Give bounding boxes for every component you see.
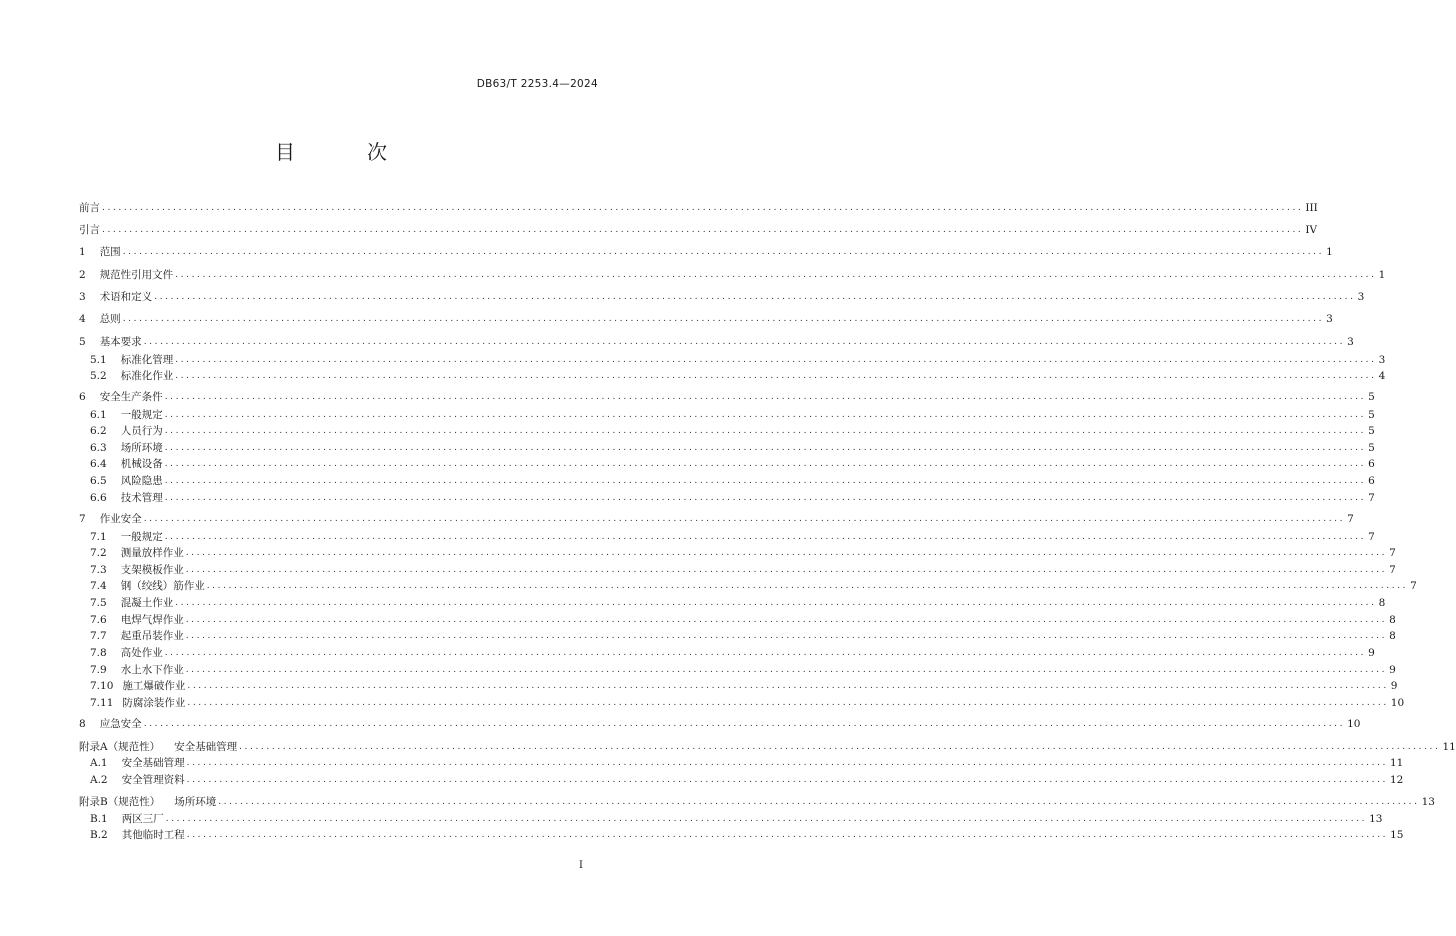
toc-entry-page: 6 bbox=[1368, 458, 1375, 470]
toc-entry-page: 5 bbox=[1368, 409, 1375, 421]
toc-entry-label: 范围 bbox=[99, 246, 121, 258]
toc-entry-number: 5.2 bbox=[90, 370, 107, 382]
toc-leader-dots: ............................................................................................................................................................................................................................ bbox=[185, 548, 1388, 558]
toc-leader-dots: ............................................................................................................................................................................................................................ bbox=[186, 758, 1388, 768]
toc-entry[interactable] bbox=[79, 223, 1318, 237]
toc-entry-label: 其他临时工程 bbox=[121, 829, 185, 841]
toc-entry-page: 12 bbox=[1390, 774, 1404, 786]
toc-entry[interactable] bbox=[90, 613, 1396, 627]
toc-entry[interactable] bbox=[90, 812, 1383, 826]
toc-entry[interactable] bbox=[90, 563, 1396, 577]
toc-entry-label: 起重吊装作业 bbox=[120, 630, 184, 642]
toc-entry-page: 11 bbox=[1390, 757, 1404, 769]
toc-entry-label: 风险隐患 bbox=[120, 475, 163, 487]
toc-entry[interactable] bbox=[90, 491, 1375, 505]
toc-entry[interactable] bbox=[79, 201, 1318, 215]
toc-leader-dots: ............................................................................................................................................................................................................................ bbox=[175, 598, 1377, 608]
toc-entry-number: 5 bbox=[79, 336, 86, 348]
toc-entry-label: 水上水下作业 bbox=[120, 664, 184, 676]
toc-entry-page: 13 bbox=[1369, 813, 1383, 825]
toc-entry-number: 7.10 bbox=[90, 680, 114, 692]
toc-entry-number: 5.1 bbox=[90, 354, 107, 366]
toc-leader-dots: ............................................................................................................................................................................................................................ bbox=[185, 565, 1388, 575]
toc-entry-label: 测量放样作业 bbox=[120, 547, 184, 559]
toc-leader-dots: ............................................................................................................................................................................................................................ bbox=[164, 426, 1367, 436]
toc-entry-label: 引言 bbox=[79, 224, 100, 236]
toc-entry[interactable] bbox=[90, 696, 1405, 710]
toc-entry[interactable] bbox=[90, 663, 1396, 677]
toc-entry-page: IV bbox=[1305, 224, 1318, 236]
toc-entry-label: 施工爆破作业 bbox=[122, 680, 186, 692]
toc-entry-label: 规范性引用文件 bbox=[99, 269, 174, 281]
toc-entry[interactable] bbox=[90, 441, 1375, 455]
toc-entry-number: A.2 bbox=[90, 774, 108, 786]
toc-entry-label: 一般规定 bbox=[120, 409, 163, 421]
toc-entry-number: 6.5 bbox=[90, 475, 107, 487]
toc-entry[interactable] bbox=[90, 424, 1375, 438]
toc-entry-label: 技术管理 bbox=[120, 492, 163, 504]
toc-entry-number: 6.3 bbox=[90, 442, 107, 454]
toc-entry[interactable] bbox=[90, 530, 1375, 544]
toc-entry-label: 两区三厂 bbox=[121, 813, 164, 825]
toc-entry-number: 7.1 bbox=[90, 531, 107, 543]
toc-entry-number: 6.6 bbox=[90, 492, 107, 504]
toc-entry[interactable] bbox=[79, 740, 1456, 754]
toc-entry-number: 7.3 bbox=[90, 564, 107, 576]
page-title: 目 次 bbox=[275, 140, 413, 164]
toc-entry-page: 15 bbox=[1390, 829, 1404, 841]
toc-entry-label: 作业安全 bbox=[99, 513, 142, 525]
toc-entry-label: 支架模板作业 bbox=[120, 564, 184, 576]
toc-entry-number: 7.4 bbox=[90, 580, 107, 592]
toc-entry[interactable] bbox=[79, 512, 1354, 526]
toc-leader-dots: ............................................................................................................................................................................................................................ bbox=[185, 665, 1388, 675]
toc-entry[interactable] bbox=[90, 474, 1375, 488]
toc-leader-dots: ............................................................................................................................................................................................................................ bbox=[239, 742, 1441, 752]
toc-entry-number: 6.2 bbox=[90, 425, 107, 437]
toc-leader-dots: ............................................................................................................................................................................................................................ bbox=[122, 247, 1325, 257]
toc-entry-number: B.2 bbox=[90, 829, 108, 841]
toc-leader-dots: ............................................................................................................................................................................................................................ bbox=[218, 797, 1420, 807]
toc-entry[interactable] bbox=[90, 579, 1417, 593]
toc-leader-dots: ............................................................................................................................................................................................................................ bbox=[164, 493, 1367, 503]
toc-entry-number: 8 bbox=[79, 718, 86, 730]
toc-entry-page: III bbox=[1305, 202, 1318, 214]
toc-entry-label: 标准化管理 bbox=[120, 354, 174, 366]
toc-entry-label: 总则 bbox=[99, 313, 121, 325]
toc-entry[interactable] bbox=[90, 408, 1375, 422]
toc-leader-dots: ............................................................................................................................................................................................................................ bbox=[164, 443, 1367, 453]
toc-entry-page: 7 bbox=[1368, 492, 1375, 504]
toc-entry-number: 6 bbox=[79, 391, 86, 403]
toc-entry-number: 附录A（规范性） bbox=[79, 741, 161, 753]
toc-entry-number: 7.7 bbox=[90, 630, 107, 642]
toc-entry-page: 9 bbox=[1368, 647, 1375, 659]
toc-entry-number: 7.6 bbox=[90, 614, 107, 626]
toc-entry-label: 混凝土作业 bbox=[120, 597, 174, 609]
toc-entry[interactable] bbox=[79, 390, 1375, 404]
toc-entry-number: 7.8 bbox=[90, 647, 107, 659]
toc-entry-page: 7 bbox=[1389, 564, 1396, 576]
toc-entry[interactable] bbox=[79, 312, 1333, 326]
toc-entry-label: 安全基础管理 bbox=[121, 757, 185, 769]
toc-entry-label: 基本要求 bbox=[99, 336, 142, 348]
toc-leader-dots: ............................................................................................................................................................................................................................ bbox=[175, 371, 1377, 381]
toc-entry-page: 5 bbox=[1368, 442, 1375, 454]
toc-entry-page: 13 bbox=[1421, 796, 1435, 808]
toc-leader-dots: ............................................................................................................................................................................................................................ bbox=[165, 814, 1368, 824]
toc-entry-number: 7.11 bbox=[90, 697, 114, 709]
toc-entry-page: 1 bbox=[1378, 269, 1386, 281]
toc-entry-page: 9 bbox=[1389, 664, 1396, 676]
toc-entry-number: 6.4 bbox=[90, 458, 107, 470]
toc-leader-dots: ............................................................................................................................................................................................................................ bbox=[102, 225, 1304, 235]
toc-entry-number: 7.2 bbox=[90, 547, 107, 559]
toc-leader-dots: ............................................................................................................................................................................................................................ bbox=[164, 532, 1367, 542]
toc-leader-dots: ............................................................................................................................................................................................................................ bbox=[187, 681, 1389, 691]
page-number: I bbox=[579, 860, 583, 871]
toc-entry-page: 7 bbox=[1410, 580, 1417, 592]
toc-entry-page: 8 bbox=[1389, 614, 1396, 626]
toc-entry-label: 机械设备 bbox=[120, 458, 163, 470]
toc-entry[interactable] bbox=[90, 596, 1386, 610]
toc-entry-label: 场所环境 bbox=[120, 442, 163, 454]
toc-entry-number: 7.5 bbox=[90, 597, 107, 609]
toc-entry-page: 10 bbox=[1347, 718, 1361, 730]
toc-entry-label: 前言 bbox=[79, 202, 100, 214]
toc-entry-label: 安全管理资料 bbox=[121, 774, 185, 786]
toc-entry[interactable] bbox=[90, 353, 1386, 367]
toc-leader-dots: ............................................................................................................................................................................................................................ bbox=[154, 292, 1356, 302]
toc-leader-dots: ............................................................................................................................................................................................................................ bbox=[185, 615, 1388, 625]
toc-leader-dots: ............................................................................................................................................................................................................................ bbox=[143, 337, 1346, 347]
toc-entry[interactable] bbox=[79, 795, 1435, 809]
toc-leader-dots: ............................................................................................................................................................................................................................ bbox=[187, 698, 1389, 708]
toc-entry-label: 人员行为 bbox=[120, 425, 163, 437]
toc-entry[interactable] bbox=[90, 773, 1404, 787]
toc-leader-dots: ............................................................................................................................................................................................................................ bbox=[164, 392, 1367, 402]
toc-entry[interactable] bbox=[90, 828, 1404, 842]
document-code: DB63/T 2253.4—2024 bbox=[476, 78, 598, 90]
toc-entry-number: 4 bbox=[79, 313, 86, 325]
toc-entry[interactable] bbox=[79, 335, 1354, 349]
toc-entry-page: 9 bbox=[1390, 680, 1398, 692]
toc-entry-page: 8 bbox=[1389, 630, 1396, 642]
toc-entry-label: 高处作业 bbox=[120, 647, 163, 659]
toc-entry-number: 7 bbox=[79, 513, 86, 525]
toc-entry[interactable] bbox=[79, 268, 1386, 282]
toc-entry-label: 应急安全 bbox=[99, 718, 142, 730]
toc-entry-label: 一般规定 bbox=[120, 531, 163, 543]
toc-entry-page: 10 bbox=[1390, 697, 1405, 709]
toc-leader-dots: ............................................................................................................................................................................................................................ bbox=[143, 514, 1346, 524]
toc-leader-dots: ............................................................................................................................................................................................................................ bbox=[185, 631, 1388, 641]
toc-leader-dots: ............................................................................................................................................................................................................................ bbox=[164, 476, 1367, 486]
toc-entry[interactable] bbox=[90, 369, 1386, 383]
toc-entry-page: 4 bbox=[1378, 370, 1386, 382]
toc-entry-label: 安全生产条件 bbox=[99, 391, 163, 403]
toc-entry-label: 标准化作业 bbox=[120, 370, 174, 382]
toc-leader-dots: ............................................................................................................................................................................................................................ bbox=[164, 459, 1367, 469]
toc-entry[interactable] bbox=[79, 717, 1361, 731]
toc-entry-page: 1 bbox=[1326, 246, 1333, 258]
toc-entry-page: 3 bbox=[1378, 354, 1386, 366]
toc-entry-number: 附录B（规范性） bbox=[79, 796, 161, 808]
toc-entry-page: 11 bbox=[1442, 741, 1456, 753]
toc-entry-number: A.1 bbox=[90, 757, 108, 769]
toc-entry-page: 7 bbox=[1389, 547, 1396, 559]
toc-entry[interactable] bbox=[79, 290, 1365, 304]
toc-entry-label: 电焊气焊作业 bbox=[120, 614, 184, 626]
toc-leader-dots: ............................................................................................................................................................................................................................ bbox=[186, 830, 1389, 840]
toc-leader-dots: ............................................................................................................................................................................................................................ bbox=[175, 355, 1377, 365]
toc-entry-number: 6.1 bbox=[90, 409, 107, 421]
toc-entry[interactable] bbox=[90, 457, 1375, 471]
toc-entry-number: B.1 bbox=[90, 813, 108, 825]
toc-entry-label: 术语和定义 bbox=[99, 291, 153, 303]
toc-leader-dots: ............................................................................................................................................................................................................................ bbox=[102, 203, 1304, 213]
toc-entry-page: 3 bbox=[1326, 313, 1333, 325]
toc-leader-dots: ............................................................................................................................................................................................................................ bbox=[175, 270, 1377, 280]
toc-leader-dots: ............................................................................................................................................................................................................................ bbox=[206, 581, 1409, 591]
toc-leader-dots: ............................................................................................................................................................................................................................ bbox=[186, 775, 1388, 785]
toc-entry[interactable] bbox=[90, 629, 1396, 643]
toc-entry[interactable] bbox=[90, 546, 1396, 560]
toc-leader-dots: ............................................................................................................................................................................................................................ bbox=[122, 314, 1325, 324]
toc-entry-number: 2 bbox=[79, 269, 86, 281]
toc-entry-label: 钢（绞线）筋作业 bbox=[120, 580, 205, 592]
toc-entry-number: 7.9 bbox=[90, 664, 107, 676]
toc-entry-number: 1 bbox=[79, 246, 86, 258]
toc-entry-label: 安全基础管理 bbox=[174, 741, 238, 753]
toc-leader-dots: ............................................................................................................................................................................................................................ bbox=[164, 648, 1367, 658]
toc-entry-page: 8 bbox=[1378, 597, 1386, 609]
toc-entry[interactable] bbox=[90, 756, 1404, 770]
toc-entry[interactable] bbox=[90, 646, 1375, 660]
toc-entry-label: 场所环境 bbox=[174, 796, 217, 808]
toc-entry[interactable] bbox=[79, 245, 1333, 259]
toc-entry-page: 5 bbox=[1368, 425, 1375, 437]
toc-entry-page: 7 bbox=[1347, 513, 1354, 525]
toc-entry[interactable] bbox=[90, 679, 1398, 693]
toc-entry-page: 6 bbox=[1368, 475, 1375, 487]
toc-entry-page: 3 bbox=[1347, 336, 1354, 348]
toc-leader-dots: ............................................................................................................................................................................................................................ bbox=[143, 719, 1346, 729]
toc-entry-label: 防腐涂装作业 bbox=[122, 697, 186, 709]
toc-leader-dots: ............................................................................................................................................................................................................................ bbox=[164, 410, 1367, 420]
toc-entry-number: 3 bbox=[79, 291, 86, 303]
toc-entry-page: 7 bbox=[1368, 531, 1375, 543]
toc-entry-page: 5 bbox=[1368, 391, 1375, 403]
toc-entry-page: 3 bbox=[1357, 291, 1365, 303]
